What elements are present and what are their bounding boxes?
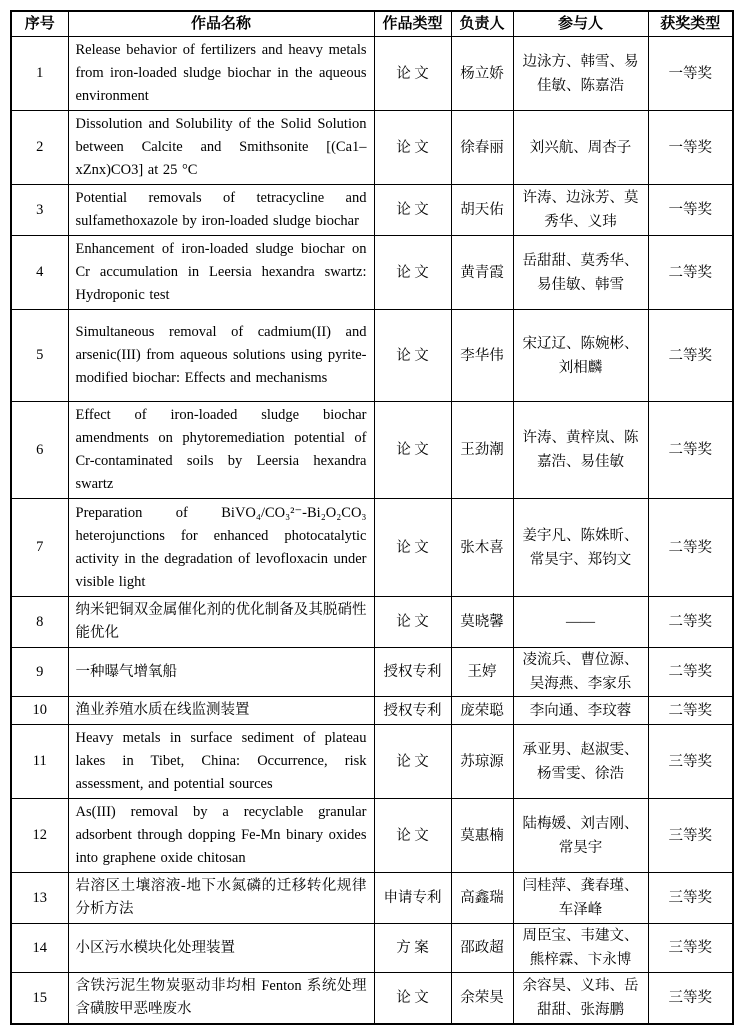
row-leader: 胡天佑 (451, 185, 513, 236)
row-work-type: 论 文 (374, 310, 451, 402)
awards-table-body (11, 37, 733, 1025)
row-index: 7 (11, 499, 68, 597)
row-work-title: As(III) removal by a recyclable granular adsorbent through dopping Fe-Mn binary oxides into graphene oxide chitosan (68, 799, 374, 873)
row-work-title: 岩溶区土壤溶液-地下水氮磷的迁移转化规律分析方法 (68, 873, 374, 924)
row-leader: 莫惠楠 (451, 799, 513, 873)
row-index: 13 (11, 873, 68, 924)
row-award-type: 二等奖 (648, 499, 733, 597)
row-participants: 陆梅媛、刘吉刚、常昊宇 (513, 799, 648, 873)
row-index: 14 (11, 924, 68, 973)
row-participants: 宋辽辽、陈婉彬、刘相麟 (513, 310, 648, 402)
table-row (11, 973, 733, 1025)
row-work-title: Heavy metals in surface sediment of plateau lakes in Tibet, China: Occurrence, risk assessment, and potential sources (68, 725, 374, 799)
table-row (11, 310, 733, 402)
row-award-type: 二等奖 (648, 236, 733, 310)
row-award-type: 一等奖 (648, 185, 733, 236)
row-award-type: 二等奖 (648, 402, 733, 499)
row-work-type: 论 文 (374, 973, 451, 1025)
row-participants: 凌流兵、曹位源、吴海燕、李家乐 (513, 648, 648, 697)
row-index: 5 (11, 310, 68, 402)
table-row (11, 185, 733, 236)
table-row (11, 725, 733, 799)
row-award-type: 三等奖 (648, 873, 733, 924)
row-participants: 承亚男、赵淑雯、杨雪雯、徐浩 (513, 725, 648, 799)
row-leader: 王劲潮 (451, 402, 513, 499)
row-work-type: 申请专利 (374, 873, 451, 924)
row-award-type: 二等奖 (648, 697, 733, 725)
column-header-participants: 参与人 (513, 11, 648, 37)
table-header-row (11, 11, 733, 37)
row-index: 4 (11, 236, 68, 310)
row-work-title: 纳米钯铜双金属催化剂的优化制备及其脱硝性能优化 (68, 597, 374, 648)
row-work-type: 论 文 (374, 185, 451, 236)
row-leader: 徐春丽 (451, 111, 513, 185)
column-header-title: 作品名称 (68, 11, 374, 37)
row-award-type: 一等奖 (648, 111, 733, 185)
row-award-type: 二等奖 (648, 648, 733, 697)
table-row (11, 597, 733, 648)
row-award-type: 一等奖 (648, 37, 733, 111)
column-header-type: 作品类型 (374, 11, 451, 37)
row-participants: 余容昊、义玮、岳甜甜、张海鹏 (513, 973, 648, 1025)
row-index: 15 (11, 973, 68, 1025)
row-work-type: 论 文 (374, 799, 451, 873)
row-participants: 闫桂萍、龚春瑾、车泽峰 (513, 873, 648, 924)
row-leader: 邵政超 (451, 924, 513, 973)
awards-table (10, 10, 734, 1025)
row-leader: 庞荣聪 (451, 697, 513, 725)
row-participants: 许涛、黄梓岚、陈嘉浩、易佳敏 (513, 402, 648, 499)
row-index: 10 (11, 697, 68, 725)
row-participants: —— (513, 597, 648, 648)
row-work-type: 授权专利 (374, 697, 451, 725)
row-leader: 张木喜 (451, 499, 513, 597)
table-row (11, 799, 733, 873)
row-work-title: Simultaneous removal of cadmium(II) and arsenic(III) from aqueous solutions using pyrite-modified biochar: Effects and mechanisms (68, 310, 374, 402)
row-participants: 周臣宝、韦建文、熊梓霖、卞永博 (513, 924, 648, 973)
table-row (11, 697, 733, 725)
row-leader: 李华伟 (451, 310, 513, 402)
row-leader: 杨立娇 (451, 37, 513, 111)
row-work-title: 小区污水模块化处理装置 (68, 924, 374, 973)
row-work-title: Release behavior of fertilizers and heavy metals from iron-loaded sludge biochar in the aqueous environment (68, 37, 374, 111)
row-work-type: 授权专利 (374, 648, 451, 697)
row-leader: 黄青霞 (451, 236, 513, 310)
row-award-type: 三等奖 (648, 973, 733, 1025)
row-work-type: 论 文 (374, 236, 451, 310)
table-row (11, 648, 733, 697)
row-participants: 刘兴航、周杏子 (513, 111, 648, 185)
row-work-type: 方 案 (374, 924, 451, 973)
row-work-type: 论 文 (374, 597, 451, 648)
row-work-title: 渔业养殖水质在线监测装置 (68, 697, 374, 725)
row-participants: 李向通、李玟蓉 (513, 697, 648, 725)
row-leader: 余荣昊 (451, 973, 513, 1025)
row-work-type: 论 文 (374, 402, 451, 499)
row-work-title: Effect of iron-loaded sludge biochar amendments on phytoremediation potential of Cr-contaminated soils by Leersia hexandra swartz (68, 402, 374, 499)
row-work-type: 论 文 (374, 111, 451, 185)
table-row (11, 499, 733, 597)
row-index: 2 (11, 111, 68, 185)
row-index: 6 (11, 402, 68, 499)
row-leader: 莫晓馨 (451, 597, 513, 648)
row-award-type: 三等奖 (648, 924, 733, 973)
column-header-award: 获奖类型 (648, 11, 733, 37)
row-award-type: 二等奖 (648, 310, 733, 402)
row-work-title: Dissolution and Solubility of the Solid Solution between Calcite and Smithsonite [(Ca1–xZnx)CO3] at 25 °C (68, 111, 374, 185)
column-header-leader: 负责人 (451, 11, 513, 37)
row-participants: 许涛、边泳芳、莫秀华、义玮 (513, 185, 648, 236)
row-work-type: 论 文 (374, 37, 451, 111)
row-leader: 王婷 (451, 648, 513, 697)
table-row (11, 37, 733, 111)
row-index: 9 (11, 648, 68, 697)
row-work-title: Potential removals of tetracycline and sulfamethoxazole by iron-loaded sludge biochar (68, 185, 374, 236)
row-award-type: 三等奖 (648, 725, 733, 799)
table-row (11, 873, 733, 924)
row-index: 1 (11, 37, 68, 111)
row-work-type: 论 文 (374, 499, 451, 597)
row-index: 3 (11, 185, 68, 236)
row-index: 11 (11, 725, 68, 799)
row-leader: 高鑫瑞 (451, 873, 513, 924)
table-row (11, 402, 733, 499)
row-work-type: 论 文 (374, 725, 451, 799)
row-participants: 姜宇凡、陈姝昕、常昊宇、郑钧文 (513, 499, 648, 597)
row-participants: 岳甜甜、莫秀华、易佳敏、韩雪 (513, 236, 648, 310)
row-leader: 苏琼源 (451, 725, 513, 799)
column-header-index: 序号 (11, 11, 68, 37)
table-row (11, 236, 733, 310)
row-work-title: 一种曝气增氧船 (68, 648, 374, 697)
row-award-type: 二等奖 (648, 597, 733, 648)
row-index: 12 (11, 799, 68, 873)
table-row (11, 111, 733, 185)
row-work-title: Enhancement of iron-loaded sludge biochar on Cr accumulation in Leersia hexandra swartz: Hydroponic test (68, 236, 374, 310)
row-index: 8 (11, 597, 68, 648)
table-row (11, 924, 733, 973)
row-work-title: Preparation of BiVO₄/CO₃²⁻-Bi₂O₂CO₃ heterojunctions for enhanced photocatalytic activity in the degradation of levofloxacin under visible light (68, 499, 374, 597)
row-award-type: 三等奖 (648, 799, 733, 873)
row-participants: 边泳方、韩雪、易佳敏、陈嘉浩 (513, 37, 648, 111)
row-work-title: 含铁污泥生物炭驱动非均相 Fenton 系统处理含磺胺甲恶唑废水 (68, 973, 374, 1025)
